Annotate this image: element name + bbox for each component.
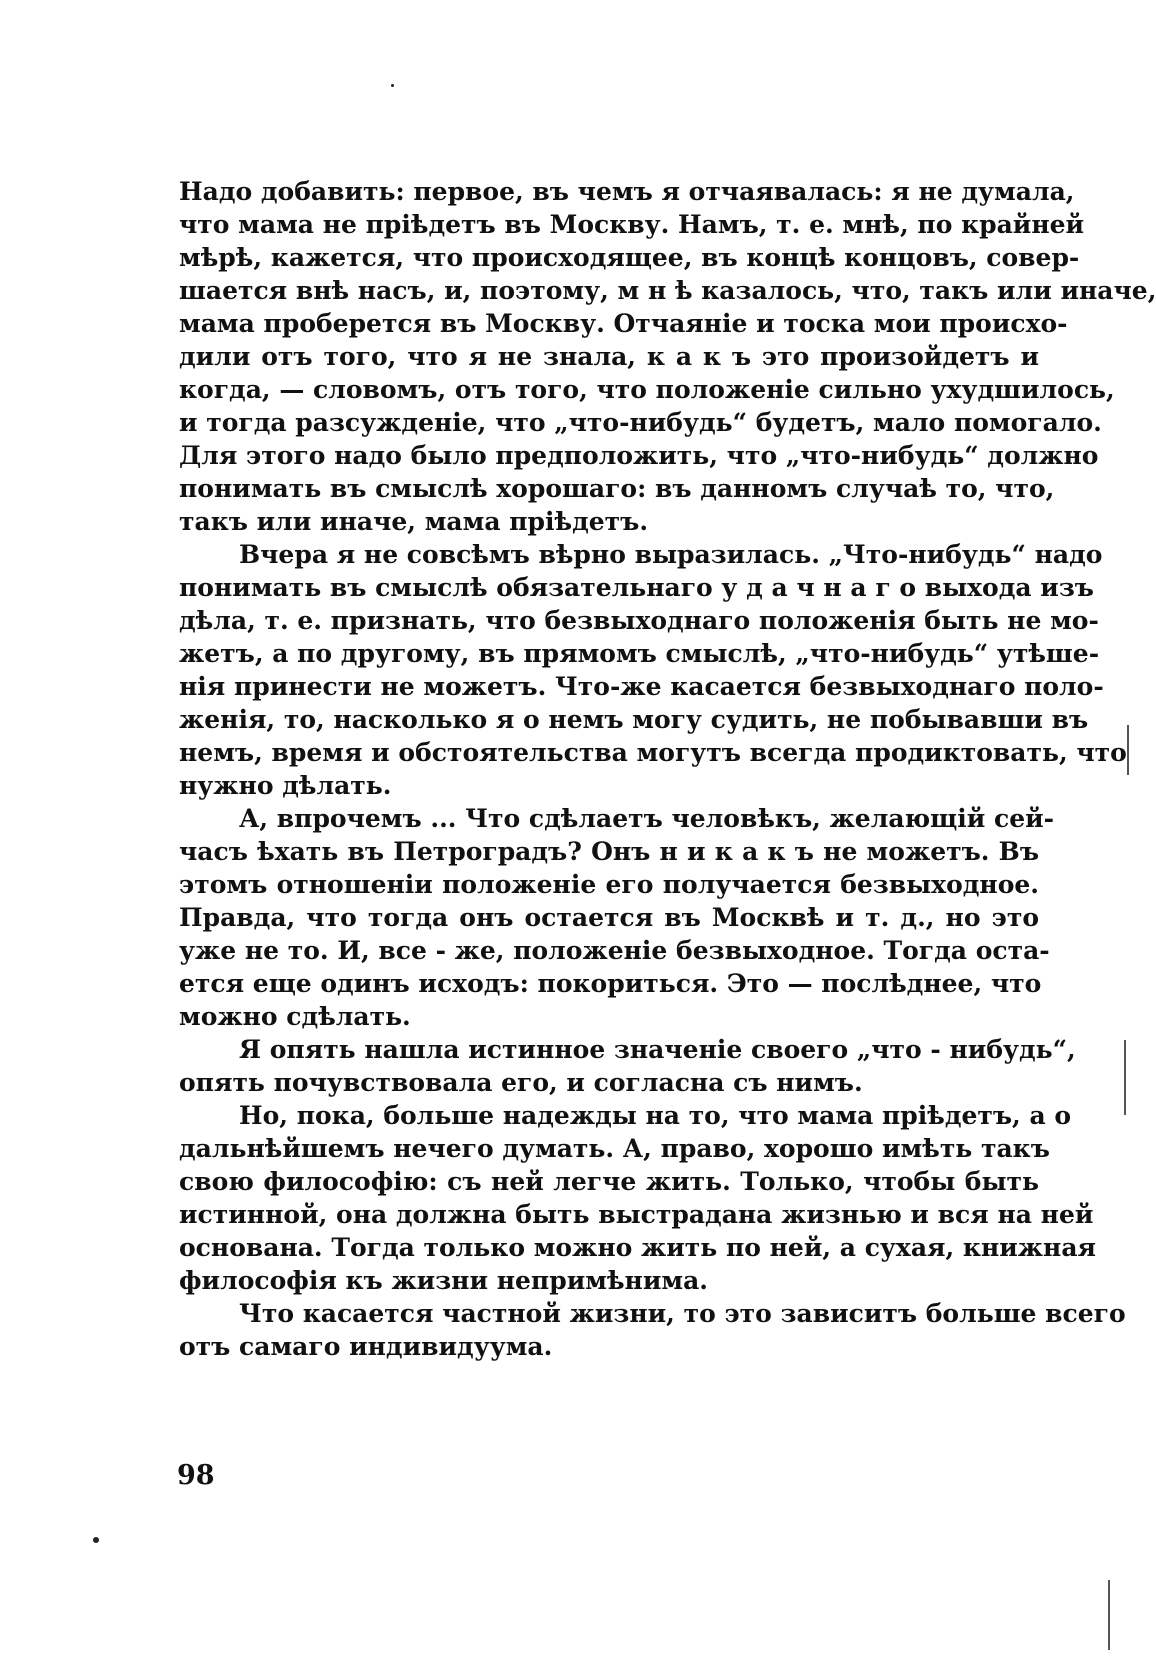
ink-speck	[391, 84, 394, 87]
text-line: Для этого надо было предположить, что „что-нибудь“ должно	[179, 441, 1099, 470]
paragraph-3	[179, 802, 1055, 1033]
text-line: немъ, время и обстоятельства могутъ всегда продиктовать, что	[179, 738, 1127, 767]
text-line: мѣрѣ, кажется, что происходящее, въ концѣ концовъ, совер-	[179, 243, 1080, 272]
text-line: Что касается частной жизни, то это зависитъ больше всего	[239, 1299, 1126, 1328]
paragraph-2	[179, 538, 1127, 802]
paragraph-5	[179, 1099, 1097, 1297]
text-line: истинной, она должна быть выстрадана жизнью и вся на ней	[179, 1200, 1094, 1229]
text-line: что мама не пріѣдетъ въ Москву. Намъ, т. е. мнѣ, по крайней	[179, 210, 1085, 239]
text-line: этомъ отношеніи положеніе его получается безвыходное.	[179, 870, 1039, 899]
text-line: свою философію: съ ней легче жить. Только, чтобы быть	[179, 1167, 1039, 1196]
paragraph-1	[179, 175, 1156, 538]
text-line: дили отъ того, что я не знала, к а к ъ это произойдетъ и	[179, 342, 1039, 371]
paragraph-4	[179, 1033, 1076, 1099]
text-line: шается внѣ насъ, и, поэтому, м н ѣ казалось, что, такъ или иначе,	[179, 276, 1156, 305]
text-line: опять почувствовала его, и согласна съ нимъ.	[179, 1068, 863, 1097]
text-line: такъ или иначе, мама пріѣдетъ.	[179, 507, 649, 536]
scan-edge-mark	[1127, 725, 1129, 775]
text-line: основана. Тогда только можно жить по ней, а сухая, книжная	[179, 1233, 1097, 1262]
text-line: философія къ жизни непримѣнима.	[179, 1266, 709, 1295]
page-number: 98	[177, 1460, 215, 1491]
text-line: Надо добавить: первое, въ чемъ я отчаявалась: я не думала,	[179, 177, 1075, 206]
text-line: понимать въ смыслѣ хорошаго: въ данномъ случаѣ то, что,	[179, 474, 1055, 503]
text-line: уже не то. И, все - же, положеніе безвыходное. Тогда оста-	[179, 936, 1050, 965]
text-line: А, впрочемъ ... Что сдѣлаетъ человѣкъ, желающій сей-	[239, 804, 1055, 833]
text-line: жетъ, а по другому, въ прямомъ смыслѣ, „что-нибудь“ утѣше-	[179, 639, 1100, 668]
text-line: нія принести не можетъ. Что-же касается безвыходнаго поло-	[179, 672, 1104, 701]
paragraph-6	[179, 1297, 1126, 1363]
text-line: отъ самаго индивидуума.	[179, 1332, 553, 1361]
text-line: дѣла, т. е. признать, что безвыходнаго положенія быть не мо-	[179, 606, 1099, 635]
text-line: Вчера я не совсѣмъ вѣрно выразилась. „Что-нибудь“ надо	[239, 540, 1103, 569]
body-text	[179, 175, 1156, 1363]
text-line: Я опять нашла истинное значеніе своего „что - нибудь“,	[239, 1035, 1076, 1064]
text-line: Но, пока, больше надежды на то, что мама пріѣдетъ, а о	[239, 1101, 1072, 1130]
text-line: женія, то, насколько я о немъ могу судить, не побывавши въ	[179, 705, 1089, 734]
text-line: ется еще одинъ исходъ: покориться. Это — послѣднее, что	[179, 969, 1042, 998]
scan-edge-mark	[1124, 1040, 1126, 1115]
text-line: нужно дѣлать.	[179, 771, 392, 800]
text-line: когда, — словомъ, отъ того, что положеніе сильно ухудшилось,	[179, 375, 1115, 404]
text-line: понимать въ смыслѣ обязательнаго у д а ч н а г о выхода изъ	[179, 573, 1094, 602]
ink-speck	[93, 1537, 99, 1543]
text-line: можно сдѣлать.	[179, 1002, 411, 1031]
text-line: и тогда разсужденіе, что „что-нибудь“ будетъ, мало помогало.	[179, 408, 1102, 437]
text-line: часъ ѣхать въ Петроградъ? Онъ н и к а к ъ не можетъ. Въ	[179, 837, 1039, 866]
text-line: Правда, что тогда онъ остается въ Москвѣ и т. д., но это	[179, 903, 1039, 932]
text-line: дальнѣйшемъ нечего думать. А, право, хорошо имѣть такъ	[179, 1134, 1050, 1163]
scan-edge-mark	[1108, 1580, 1110, 1650]
text-line: мама проберется въ Москву. Отчаяніе и тоска мои происхо-	[179, 309, 1068, 338]
